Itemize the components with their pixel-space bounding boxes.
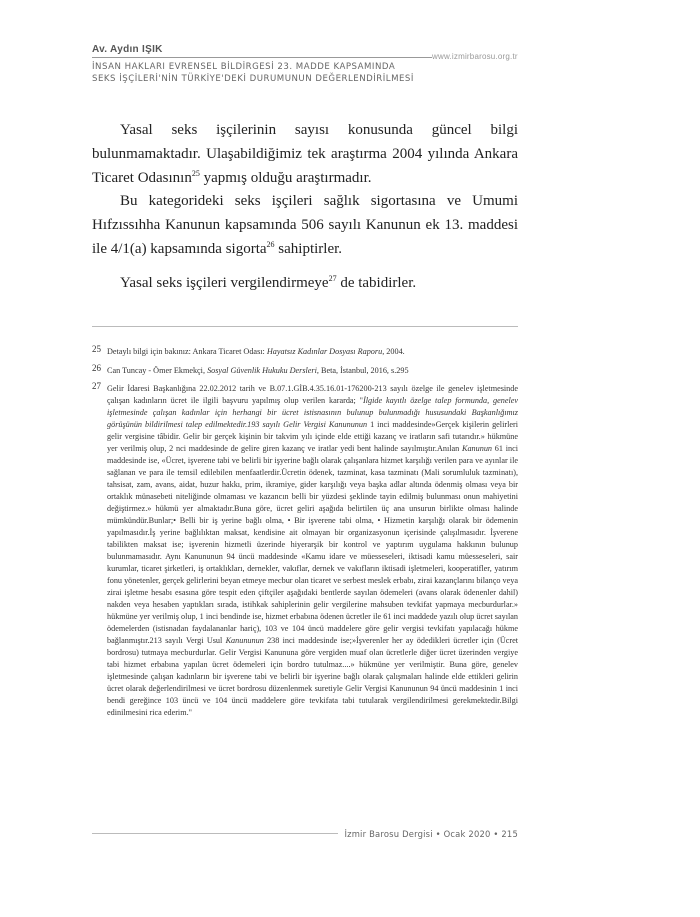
footnote-text	[92, 346, 518, 358]
footnote-text	[92, 365, 518, 377]
footnote-ref-25[interactable]: 25	[191, 169, 200, 178]
paragraph-1	[92, 118, 518, 190]
header-rule	[92, 57, 432, 58]
footnote-ref-27[interactable]: 27	[328, 274, 337, 283]
footnote-27-part-c: 61 inci maddesinde ise, «Ücret, işverene tabi ve belirli bir işyerine bağlı olarak çalışanlara hizmet karşılığı verilen para ve ayınlar ile sağlanan ve para ile temsil edilebilen menfaatlerdir.Ücretin ödenek, tazminat, kasa tazminatı (Mali sorumluluk tazminatı), tahsisat, zam, avans, aidat, huzur hakkı, prim, ikramiye, gider karşılığı veya başka adlar altında ödenmiş olması veya bir ortaklık münasebeti niteliğinde olmaması ve kazancın belli bir yüzdesi şeklinde tayin edilmiş bulunması onun mahiyetini değiştirmez.» hükmü yer almaktadır.Buna göre, ücret geliri aşağıda belirtilen üç ana unsurun birlikte olması halinde mümkündür.Bunlar;• Belli bir iş yerine bağlı olma, • Bir işverene tabi olma, • Hizmetin karşılığı olarak bir ödemenin yapılmasıdır.İş yerine bağlılıktan maksat, kendisine ait olmayan bir organizasyonun içerisinde çalışılmasıdır. İşverene tabilikten maksat ise; işverenin hizmetli üzerinde hiyerarşik bir kontrol ve yaptırım uygulama hakkının bulunup bulunmamasıdır. Aynı Kanununun 94 üncü maddesinde «Kamu idare ve müesseseleri, iktisadi kamu müesseseleri, sair kurumlar, ticaret şirketleri, iş ortaklıkları, dernekler, vakıflar, dernek ve vakıfların iktisadi işletmeleri, kooperatifler, yatırım fonu yönetenler, gerçek gelirlerini beyan etmeye mecbur olan ticaret ve serbest meslek erbabı, zirai kazançlarını bilanço veya zirai işletme hesabı esasına göre tespit eden çiftçiler aşağıdaki bentlerde sayılan ödemeleri (avans olarak ödenenler dahil) nakden veya hesaben yaptıkları sırada, istihkak sahiplerinin gelir vergilerine mahsuben tevkifat yapmaya mecburdurlar.» hükmüne yer verilmiş olup, 1 inci bendinde ise, hizmet erbabına ödenen ücretler ile 61 inci maddede yazılı olup ücret sayılan ödemelerden (istisnadan faydalananlar hariç), 103 ve 104 üncü maddelere göre gelir vergisi tevkifatı yapılacağı hükme bağlanmıştır.213 sayılı Vergi Usul	[107, 444, 518, 645]
footnote-27-italic-kanunun: Kanunun	[462, 444, 493, 453]
footnote-27-italic-quote: İlgide kayıtlı özelge talep formunda, genelev işletmesinde çalışan kadınlar için herhangi bir ücret istisnasının bulunup bulunmadığı hususundaki Başkanlığımız görüşünün bildirilmesi talep edilmektedir.193 sayılı Gelir Vergisi Kanununun	[107, 396, 518, 429]
footnote-number: 26	[92, 363, 101, 373]
header-title-line-1: İNSAN HAKLARI EVRENSEL BİLDİRGESİ 23. MADDE KAPSAMINDA	[92, 62, 396, 72]
paragraph-3	[92, 271, 518, 295]
header-title-line-2: SEKS İŞÇİLERİ'NİN TÜRKİYE'DEKİ DURUMUNUN DEĞERLENDİRİLMESİ	[92, 74, 414, 84]
footnote-26-part-b: , Beta, İstanbul, 2016, s.295	[316, 366, 409, 375]
header-article-title	[92, 61, 452, 85]
footnote-27-part-b: 1 inci maddesinde»Gerçek kişilerin gelirleri gelir vergisine tâbidir. Gelir bir gerçek kişinin bir takvim yılı içinde elde ettiği kazanç ve iratların safi tutarıdır.» hükmüne yer verilmiş olup, 2 nci maddesinde de gelire giren kazanç ve iratlar yedi bent halinde sayılmıştır.Anılan	[107, 420, 518, 453]
footnote-number: 25	[92, 344, 101, 354]
paragraph-2	[92, 189, 518, 261]
footnote-26-part-a: Can Tuncay - Ömer Ekmekçi,	[107, 366, 208, 375]
footnote-25-part-a: Detaylı bilgi için bakınız: Ankara Ticaret Odası:	[107, 347, 267, 356]
paragraph-1-tail: yapmış olduğu araştırmadır.	[199, 170, 372, 186]
footnote-25-part-b: , 2004.	[382, 347, 405, 356]
paragraph-3-text: Yasal seks işçileri vergilendirmeye	[120, 275, 329, 291]
footnote-26	[92, 365, 518, 377]
footnote-25	[92, 346, 518, 358]
header-author: Av. Aydın IŞIK	[92, 44, 163, 55]
footnote-27-part-d: 238 inci maddesinde ise;»İşverenler her ay ödedikleri ücretler için (Ücret bordrosu) tutmaya mecburdurlar. Gelir Vergisi Kanununa göre vergiden muaf olan ücretlerle diğer ücret üzerinden vergiye tabi hizmet erbabına yapılan ücret ödemeleri için bordro tutulmaz....» hükmüne yer verilmiştir. Buna göre, genelev işletmesinde çalışan kadınların bir işverene tabi ve belirli bir işyerine bağlı olarak çalışmaları halinde elde ettikleri gelirin ücret olarak değerlendirilmesi ve ücret bordrosu düzenlenmek suretiyle Gelir Vergisi Kanununun 94 üncü maddesinin 1 inci bendi gereğince 103 üncü ve 104 üncü maddelere göre tevkifata tabi tutularak vergilendirilmesi gerekmektedir.Bilgi edinilmesini rica ederim."	[107, 636, 519, 717]
footer-journal-page: İzmir Barosu Dergisi • Ocak 2020 • 215	[338, 829, 518, 839]
footnote-27-part-a: Gelir İdaresi Başkanlığına 22.02.2012 tarih ve B.07.1.GİB.4.35.16.01-176200-213 sayılı özelge ile genelev işletmesinde çalışan kadınların ücret ile ilgili başvuru yapılmış olup verilen kararda; "	[107, 384, 518, 405]
paragraph-2-tail: sahiptirler.	[274, 241, 343, 257]
header-url[interactable]: www.izmirbarosu.org.tr	[432, 52, 518, 61]
footnote-number: 27	[92, 381, 101, 391]
paragraph-1-text: Yasal seks işçilerinin sayısı konusunda güncel bilgi bulunmamaktadır. Ulaşabildiğimiz tek araştırma 2004 yılında Ankara Ticaret Odasının	[92, 122, 518, 186]
footnote-26-italic: Sosyal Güvenlik Hukuku Dersleri	[207, 366, 317, 375]
footnote-27-italic-kanununun: Kanununun	[225, 636, 264, 645]
footnote-25-italic: Hayatsız Kadınlar Dosyası Raporu	[266, 347, 383, 356]
paragraph-2-text: Bu kategorideki seks işçileri sağlık sigortasına ve Umumi Hıfzıssıhha Kanunun kapsamında 506 sayılı Kanunun ek 13. maddesi ile 4/1(a) kapsamında sigorta	[92, 193, 518, 257]
footnote-text	[92, 383, 518, 719]
footnote-ref-26[interactable]: 26	[266, 240, 275, 249]
paragraph-3-tail: de tabidirler.	[336, 275, 417, 291]
footnote-separator	[92, 326, 518, 327]
footnote-27	[92, 383, 518, 719]
